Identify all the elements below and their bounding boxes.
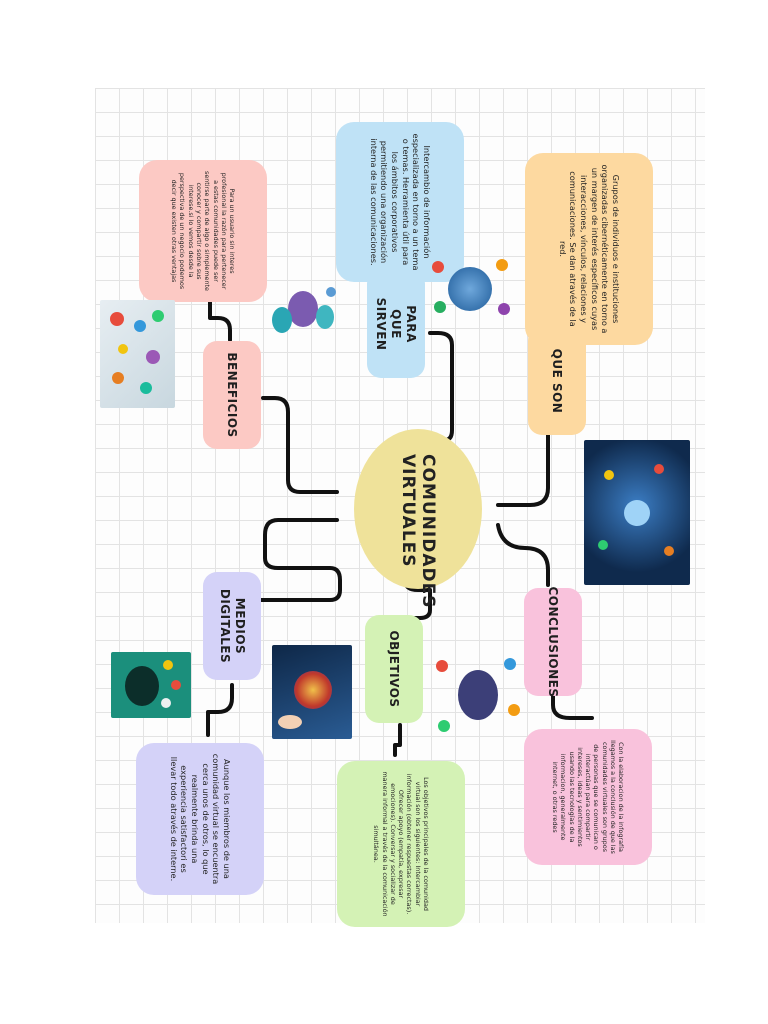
beneficios-text-box <box>139 160 267 302</box>
conclusiones-text: Con la elaboracion de la infografía llegamos a la conclusión de que las comunidades virtuales son grupos de personas que se comunican o interactúan para compartir intereses, ideas y sentimientos usando las tecnologías de la informacion, generalmente internet, o otras redes <box>550 740 626 854</box>
medios-digitales-text: Aunque los miembros de una comunidad virtual se encuentra cerca unos de otros, lo que realmente brinda una experiencia satisfactori es llevar todo através de interne. <box>168 753 232 885</box>
business-people-icons-image <box>432 650 524 742</box>
central-topic <box>354 429 482 609</box>
social-media-figures-image <box>268 283 343 341</box>
hand-touching-network-image <box>272 645 352 739</box>
que-son-text: Grupos de individuos e instituciones organizadas cibernéticamente en torno a un margen de interés específicos cuyas interacciones, vínculos, relaciones y comunicaciones. Se dan através de la red. <box>557 164 621 334</box>
que-son-label: QUE SON <box>550 348 565 414</box>
central-topic-title: COMUNIDADES VIRTUALES <box>398 454 439 609</box>
medios-digitales-text-box <box>136 743 264 895</box>
medios-digitales-label: MEDIOS DIGITALES <box>218 588 247 664</box>
objetivos-label-box <box>365 615 423 723</box>
que-son-text-box <box>525 153 653 345</box>
global-network-icons-image <box>430 255 514 323</box>
people-with-social-icons-image <box>100 300 175 408</box>
objetivos-text: Los objetivos principales de la comunidad virtual son los siguientes: Intercambiar información (obtener respuestas correctas). Ofrecer apoyo (empatía, expresar emociones). Conversar y socializar de manera informal a través de la comunicación simultánea. <box>372 771 431 917</box>
beneficios-label: BENEFICIOS <box>225 352 240 438</box>
para-que-sirven-text: Intercambio de información especializada en torno a un tema o temas. Herramienta útil para los ámbitos corporativos permitiendo una organización interna de las comunicaciones. <box>368 133 432 271</box>
crowd-digital-network-image <box>584 440 690 585</box>
conclusiones-label-box <box>524 588 582 696</box>
para-que-sirven-label-box <box>367 270 425 378</box>
objetivos-label: OBJETIVOS <box>387 630 402 708</box>
medios-digitales-label-box <box>203 572 261 680</box>
para-que-sirven-label: PARA QUE SIRVEN <box>374 297 419 351</box>
objetivos-text-box <box>337 761 465 927</box>
conclusiones-label: CONCLUSIONES <box>546 586 561 698</box>
head-silhouette-icons-image <box>111 652 191 718</box>
conclusiones-text-box <box>524 729 652 865</box>
beneficios-text: Para un usuario sin interes profesional la razón para pertenecer a estas comunidades puede ser sentirse parte de algo o simplemente conocer y compartir sobre sus interese.si lo vemos desde la perspectiva de un negocio podemos decir que existen otras ventajas <box>170 171 237 291</box>
beneficios-label-box <box>203 341 261 449</box>
que-son-label-box <box>528 327 586 435</box>
